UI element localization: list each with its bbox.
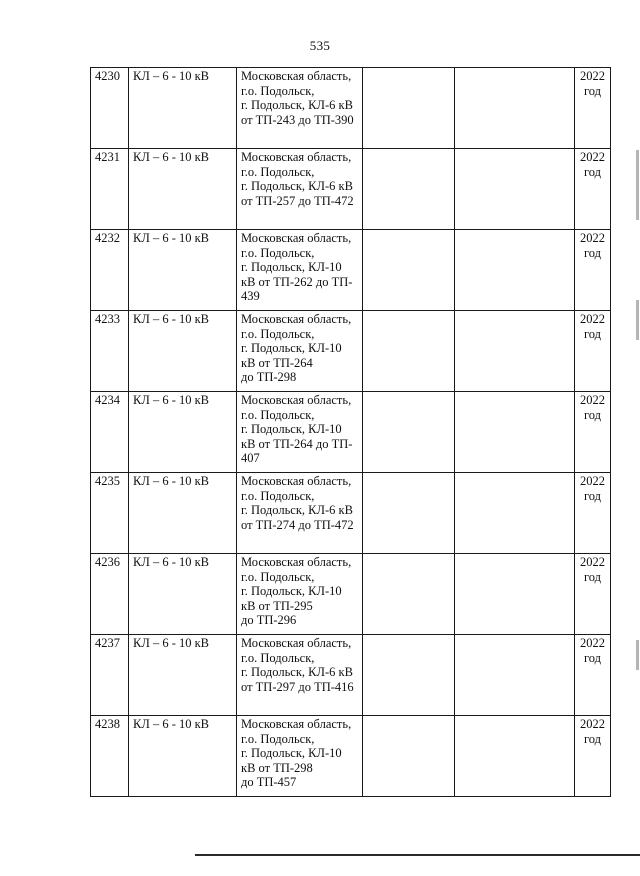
record-number-cell: 4232 — [91, 230, 129, 311]
table-row — [91, 68, 611, 149]
empty-cell — [363, 68, 455, 149]
empty-cell — [455, 716, 575, 797]
location-cell: Московская область, г.о. Подольск, г. Подольск, КЛ-6 кВ от ТП-257 до ТП-472 — [237, 149, 363, 230]
empty-cell — [455, 392, 575, 473]
line-type-cell: КЛ – 6 - 10 кВ — [129, 635, 237, 716]
year-cell: 2022 год — [575, 635, 611, 716]
table-row — [91, 635, 611, 716]
line-type-cell: КЛ – 6 - 10 кВ — [129, 716, 237, 797]
empty-cell — [363, 149, 455, 230]
year-cell: 2022 год — [575, 473, 611, 554]
page-number: 535 — [309, 38, 331, 53]
empty-cell — [455, 311, 575, 392]
empty-cell — [455, 635, 575, 716]
location-cell: Московская область, г.о. Подольск, г. Подольск, КЛ-10 кВ от ТП-264 до ТП- 407 — [237, 392, 363, 473]
line-type-cell: КЛ – 6 - 10 кВ — [129, 149, 237, 230]
location-cell: Московская область, г.о. Подольск, г. Подольск, КЛ-10 кВ от ТП-264 до ТП-298 — [237, 311, 363, 392]
registry-table-body — [91, 68, 611, 797]
record-number-cell: 4230 — [91, 68, 129, 149]
line-type-cell: КЛ – 6 - 10 кВ — [129, 473, 237, 554]
table-row — [91, 473, 611, 554]
line-type-cell: КЛ – 6 - 10 кВ — [129, 311, 237, 392]
scan-edge-mark — [636, 150, 639, 220]
empty-cell — [363, 230, 455, 311]
location-cell: Московская область, г.о. Подольск, г. Подольск, КЛ-6 кВ от ТП-274 до ТП-472 — [237, 473, 363, 554]
line-type-cell: КЛ – 6 - 10 кВ — [129, 68, 237, 149]
year-cell: 2022 год — [575, 716, 611, 797]
empty-cell — [363, 311, 455, 392]
table-row — [91, 149, 611, 230]
year-cell: 2022 год — [575, 230, 611, 311]
record-number-cell: 4235 — [91, 473, 129, 554]
empty-cell — [455, 473, 575, 554]
line-type-cell: КЛ – 6 - 10 кВ — [129, 392, 237, 473]
empty-cell — [363, 635, 455, 716]
empty-cell — [363, 554, 455, 635]
table-row — [91, 716, 611, 797]
empty-cell — [455, 554, 575, 635]
year-cell: 2022 год — [575, 68, 611, 149]
registry-table — [90, 67, 611, 797]
record-number-cell: 4236 — [91, 554, 129, 635]
record-number-cell: 4234 — [91, 392, 129, 473]
empty-cell — [455, 68, 575, 149]
table-row — [91, 230, 611, 311]
empty-cell — [455, 230, 575, 311]
year-cell: 2022 год — [575, 149, 611, 230]
empty-cell — [363, 392, 455, 473]
location-cell: Московская область, г.о. Подольск, г. Подольск, КЛ-10 кВ от ТП-262 до ТП- 439 — [237, 230, 363, 311]
year-cell: 2022 год — [575, 554, 611, 635]
location-cell: Московская область, г.о. Подольск, г. Подольск, КЛ-10 кВ от ТП-295 до ТП-296 — [237, 554, 363, 635]
location-cell: Московская область, г.о. Подольск, г. Подольск, КЛ-6 кВ от ТП-243 до ТП-390 — [237, 68, 363, 149]
table-row — [91, 554, 611, 635]
location-cell: Московская область, г.о. Подольск, г. Подольск, КЛ-6 кВ от ТП-297 до ТП-416 — [237, 635, 363, 716]
table-row — [91, 392, 611, 473]
table-row — [91, 311, 611, 392]
record-number-cell: 4233 — [91, 311, 129, 392]
empty-cell — [363, 716, 455, 797]
bottom-rule — [195, 854, 640, 856]
year-cell: 2022 год — [575, 311, 611, 392]
line-type-cell: КЛ – 6 - 10 кВ — [129, 230, 237, 311]
location-cell: Московская область, г.о. Подольск, г. Подольск, КЛ-10 кВ от ТП-298 до ТП-457 — [237, 716, 363, 797]
year-cell: 2022 год — [575, 392, 611, 473]
empty-cell — [455, 149, 575, 230]
scan-edge-mark — [636, 300, 639, 340]
record-number-cell: 4237 — [91, 635, 129, 716]
record-number-cell: 4231 — [91, 149, 129, 230]
record-number-cell: 4238 — [91, 716, 129, 797]
line-type-cell: КЛ – 6 - 10 кВ — [129, 554, 237, 635]
empty-cell — [363, 473, 455, 554]
scan-edge-mark — [636, 640, 639, 670]
